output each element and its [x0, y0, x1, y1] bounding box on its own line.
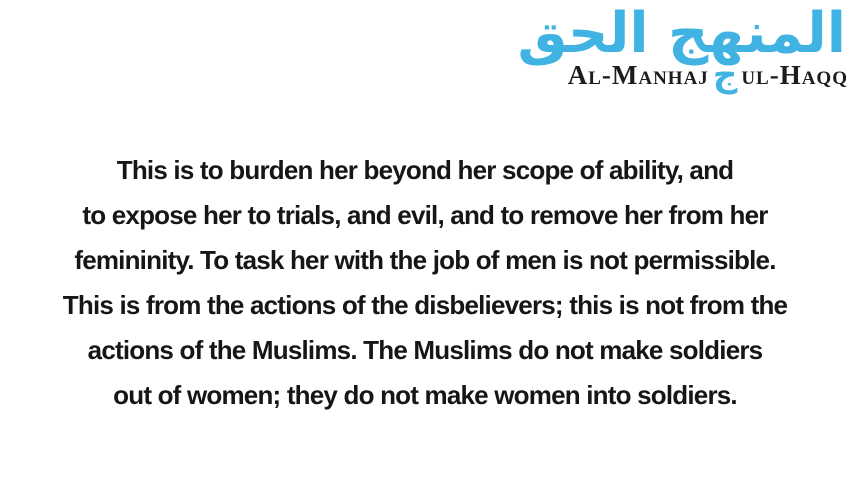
logo-latin-right: ul-Haqq — [741, 60, 848, 90]
quote-line: femininity. To task her with the job of men is not permissible. — [74, 245, 776, 275]
logo-latin-left: Al-Manhaj — [567, 60, 709, 90]
quote-line: to expose her to trials, and evil, and to remove her from her — [82, 200, 768, 230]
logo-arabic-calligraphy: المنهج الحق — [517, 1, 846, 66]
quote-line: This is from the actions of the disbelievers; this is not from the — [62, 290, 788, 320]
quote-text-block — [0, 148, 850, 418]
quote-line: actions of the Muslims. The Muslims do not make soldiers — [87, 335, 763, 365]
brand-logo — [517, 0, 848, 95]
logo-latin-text: Al-Manhaj ج ul-Haqq — [567, 55, 848, 95]
quote-line: out of women; they do not make women into soldiers. — [113, 380, 737, 410]
quote-line: This is to burden her beyond her scope of ability, and — [116, 155, 734, 185]
